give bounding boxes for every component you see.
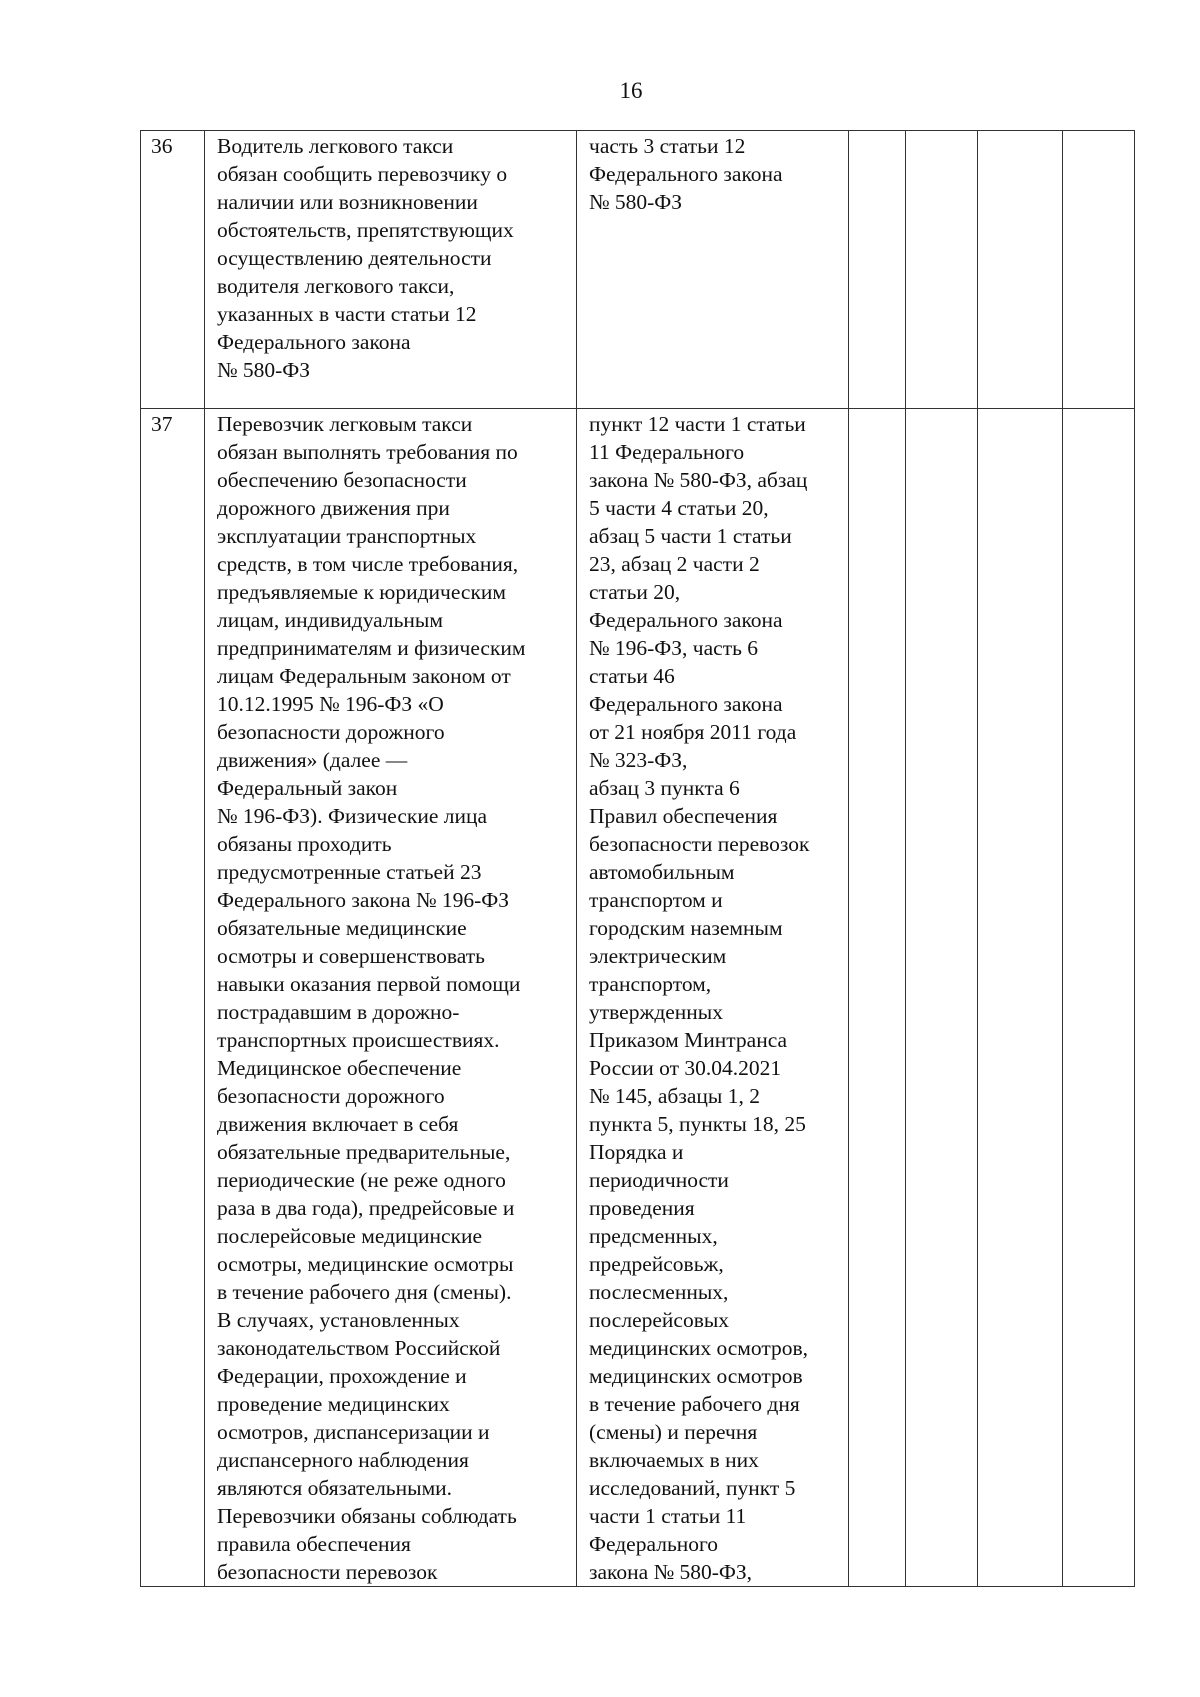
text-line: № 196-ФЗ). Физические лица [217, 804, 488, 828]
text-line: закона № 580-ФЗ, [589, 1560, 752, 1584]
text-line: обязаны проходить [217, 832, 392, 856]
text-line: обеспечению безопасности [217, 468, 467, 492]
legal-reference [577, 409, 849, 1587]
text-line: предпринимателям и физическим [217, 636, 526, 660]
text-line: осмотры и совершенствовать [217, 944, 485, 968]
text-line: Федерального закона [589, 692, 783, 716]
text-line: Приказом Минтранса [589, 1028, 788, 1052]
text-line: Порядка и [589, 1140, 684, 1164]
requirements-table [140, 130, 1135, 1587]
text-line: предъявляемые к юридическим [217, 580, 507, 604]
requirement-text [205, 131, 577, 409]
legal-reference [577, 131, 849, 409]
text-line: Правил обеспечения [589, 804, 778, 828]
text-line: пункта 5, пункты 18, 25 [589, 1112, 806, 1136]
text-line: являются обязательными. [217, 1476, 453, 1500]
text-line: безопасности перевозок [589, 832, 810, 856]
text-line: диспансерного наблюдения [217, 1448, 469, 1472]
text-line: медицинских осмотров [589, 1364, 803, 1388]
text-line: законодательством Российской [217, 1336, 501, 1360]
text-line: средств, в том числе требования, [217, 552, 519, 576]
text-line: движения включает в себя [217, 1112, 459, 1136]
text-line: послерейсовых [589, 1308, 730, 1332]
text-line: часть 3 статьи 12 [589, 134, 746, 158]
text-line: безопасности дорожного [217, 1084, 445, 1108]
text-line: медицинских осмотров, [589, 1336, 809, 1360]
text-line: 11 Федерального [589, 440, 745, 464]
text-line: наличии или возникновении [217, 190, 478, 214]
text-line: раза в два года), предрейсовые и [217, 1196, 515, 1220]
table-row [141, 131, 1135, 409]
text-line: обязательные предварительные, [217, 1140, 511, 1164]
text-line: обязательные медицинские [217, 916, 467, 940]
empty-cell [906, 409, 978, 1587]
empty-cell [978, 131, 1063, 409]
text-line: проведение медицинских [217, 1392, 450, 1416]
text-line: предсменных, [589, 1224, 718, 1248]
text-line: движения» (далее — [217, 748, 408, 772]
text-line: статьи 20, [589, 580, 681, 604]
text-line: Федерального закона № 196-ФЗ [217, 888, 510, 912]
text-line: предрейсовьж, [589, 1252, 724, 1276]
text-line: Водитель легкового такси [217, 134, 454, 158]
text-line: осмотров, диспансеризации и [217, 1420, 490, 1444]
text-line: абзац 3 пункта 6 [589, 776, 740, 800]
text-line: послерейсовые медицинские [217, 1224, 483, 1248]
text-line: водителя легкового такси, [217, 274, 455, 298]
text-line: обязан выполнять требования по [217, 440, 518, 464]
page-number: 16 [619, 78, 643, 103]
text-line: пункт 12 части 1 статьи [589, 412, 806, 436]
text-line: № 145, абзацы 1, 2 [589, 1084, 760, 1108]
text-line: № 580-ФЗ [589, 190, 683, 214]
text-line: абзац 5 части 1 статьи [589, 524, 792, 548]
empty-cell [1063, 131, 1135, 409]
text-line: осмотры, медицинские осмотры [217, 1252, 514, 1276]
text-line: Федерального закона [217, 330, 411, 354]
text-line: обстоятельств, препятствующих [217, 218, 514, 242]
text-line: указанных в части статьи 12 [217, 302, 477, 326]
text-line: Перевозчики обязаны соблюдать [217, 1504, 517, 1528]
text-line: 10.12.1995 № 196-ФЗ «О [217, 692, 444, 716]
text-line: городским наземным [589, 916, 783, 940]
row-number: 37 [141, 409, 205, 1587]
text-line: включаемых в них [589, 1448, 759, 1472]
table-row [141, 409, 1135, 1587]
empty-cell [849, 409, 906, 1587]
text-line: утвержденных [589, 1000, 724, 1024]
text-line: В случаях, установленных [217, 1308, 460, 1332]
text-line: пострадавшим в дорожно- [217, 1000, 460, 1024]
text-line: Перевозчик легковым такси [217, 412, 473, 436]
row-number: 36 [141, 131, 205, 409]
text-line: лицам, индивидуальным [217, 608, 443, 632]
text-line: Федеральный закон [217, 776, 398, 800]
text-line: предусмотренные статьей 23 [217, 860, 482, 884]
text-line: безопасности дорожного [217, 720, 445, 744]
text-line: дорожного движения при [217, 496, 450, 520]
text-line: № 580-ФЗ [217, 358, 311, 382]
requirement-text [205, 409, 577, 1587]
text-line: части 1 статьи 11 [589, 1504, 747, 1528]
text-line: (смены) и перечня [589, 1420, 758, 1444]
empty-cell [849, 131, 906, 409]
text-line: Федерального закона [589, 162, 783, 186]
text-line: от 21 ноября 2011 года [589, 720, 797, 744]
text-line: исследований, пункт 5 [589, 1476, 796, 1500]
text-line: статьи 46 [589, 664, 675, 688]
empty-cell [906, 131, 978, 409]
text-line: периодичности [589, 1168, 729, 1192]
text-line: электрическим [589, 944, 727, 968]
text-line: в течение рабочего дня (смены). [217, 1280, 512, 1304]
text-line: послесменных, [589, 1280, 729, 1304]
text-line: безопасности перевозок [217, 1560, 438, 1584]
text-line: обязан сообщить перевозчику о [217, 162, 508, 186]
text-line: 23, абзац 2 части 2 [589, 552, 760, 576]
text-line: закона № 580-ФЗ, абзац [589, 468, 808, 492]
text-line: транспортом, [589, 972, 712, 996]
empty-cell [1063, 409, 1135, 1587]
empty-cell [978, 409, 1063, 1587]
text-line: Федерального закона [589, 608, 783, 632]
text-line: периодические (не реже одного [217, 1168, 506, 1192]
text-line: Федерального [589, 1532, 719, 1556]
text-line: России от 30.04.2021 [589, 1056, 782, 1080]
text-line: автомобильным [589, 860, 735, 884]
text-line: в течение рабочего дня [589, 1392, 800, 1416]
text-line: № 323-ФЗ, [589, 748, 688, 772]
text-line: проведения [589, 1196, 695, 1220]
text-line: эксплуатации транспортных [217, 524, 477, 548]
text-line: транспортных происшествиях. [217, 1028, 500, 1052]
text-line: 5 части 4 статьи 20, [589, 496, 769, 520]
text-line: правила обеспечения [217, 1532, 411, 1556]
text-line: лицам Федеральным законом от [217, 664, 511, 688]
text-line: Медицинское обеспечение [217, 1056, 462, 1080]
text-line: Федерации, прохождение и [217, 1364, 467, 1388]
text-line: транспортом и [589, 888, 723, 912]
text-line: № 196-ФЗ, часть 6 [589, 636, 759, 660]
text-line: навыки оказания первой помощи [217, 972, 521, 996]
text-line: осуществлению деятельности [217, 246, 492, 270]
